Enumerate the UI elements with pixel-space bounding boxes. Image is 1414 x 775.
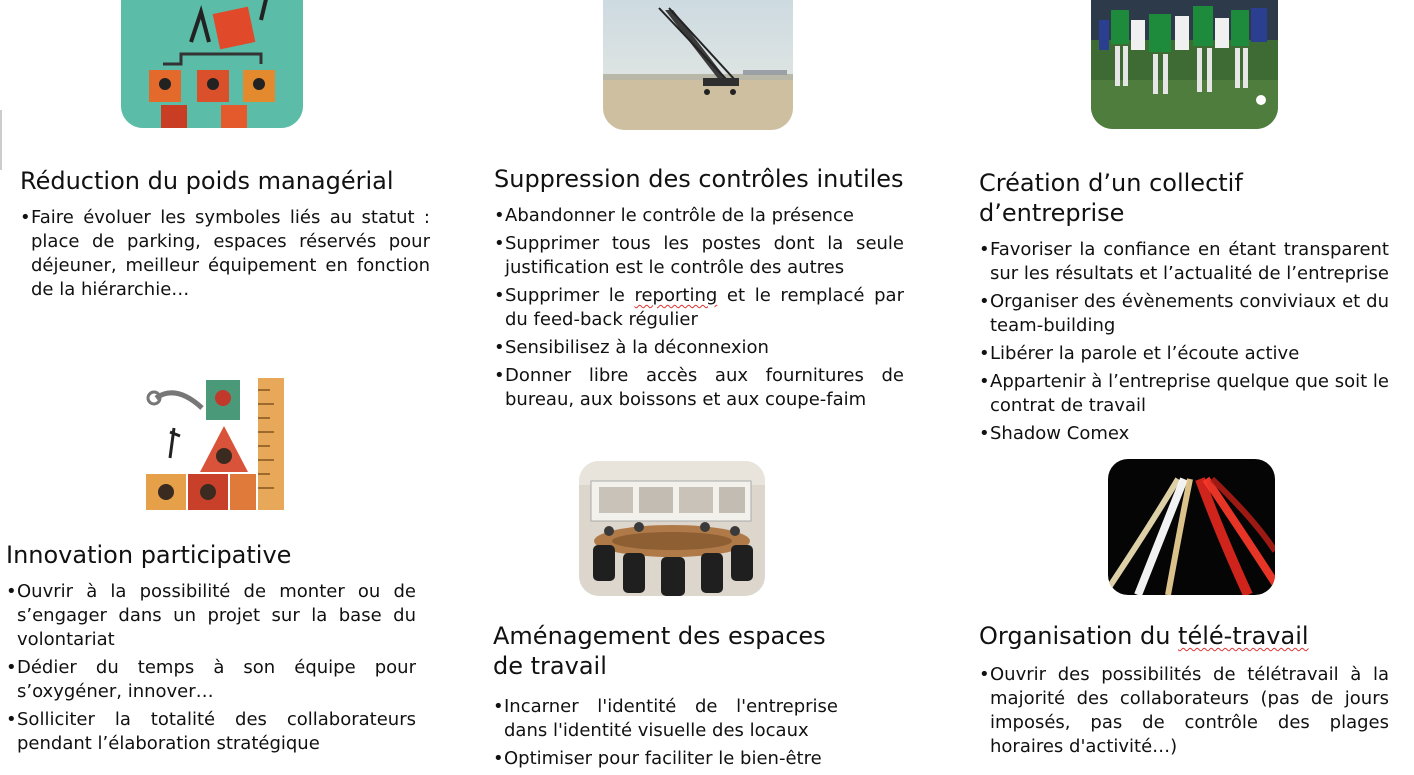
people-puzzle-photo — [121, 0, 303, 128]
section-amenagement — [493, 621, 863, 775]
list-item — [494, 284, 904, 332]
section-title: Aménagement des espaces de travail — [493, 622, 826, 680]
section-teletravail — [979, 621, 1389, 763]
section-title: Innovation participative — [6, 541, 292, 569]
bullet-list — [20, 206, 430, 302]
airplane-stairs-photo — [603, 0, 793, 130]
section-collectif — [979, 168, 1389, 450]
bullet-list — [979, 238, 1389, 446]
section-title-text: Organisation du — [979, 622, 1179, 650]
football-team-photo — [1091, 0, 1278, 129]
list-item: • Solliciter la totalité des collaborateurs pendant l’élaboration stratégique — [6, 708, 416, 756]
list-item: • Abandonner le contrôle de la présence — [494, 204, 904, 228]
section-title: Suppression des contrôles inutiles — [494, 165, 904, 193]
bullet-list — [6, 580, 416, 756]
list-item: • Incarner l'identité de l'entreprise dans l'identité visuelle des locaux — [493, 695, 838, 743]
section-suppression — [494, 164, 904, 416]
slide-edge-marker — [0, 110, 2, 170]
section-innovation — [6, 540, 416, 760]
section-title: Réduction du poids managérial — [20, 167, 394, 195]
ladder-key-illustration — [146, 378, 294, 510]
list-item: • Ouvrir à la possibilité de monter ou de s’engager dans un projet sur la base du volontariat — [6, 580, 416, 652]
list-item: • Ouvrir des possibilités de télétravail à la majorité des collaborateurs (pas de jours imposés, pas de contrôle des plages horaires d'activité…) — [979, 663, 1389, 759]
list-item: • Favoriser la confiance en étant transparent sur les résultats et l’actualité de l’entreprise — [979, 238, 1389, 286]
list-item: • Organiser des évènements conviviaux et du team-building — [979, 290, 1389, 338]
bullet-list — [979, 663, 1389, 759]
bullet-list — [493, 695, 838, 771]
list-item: • Libérer la parole et l’écoute active — [979, 342, 1389, 366]
list-item-text: et le remplacé par du feed-back régulier — [505, 285, 904, 330]
list-item: • Shadow Comex — [979, 422, 1389, 446]
list-item: • Sensibilisez à la déconnexion — [494, 336, 904, 360]
list-item: • Faire évoluer les symboles liés au statut : place de parking, espaces réservés pour déjeuner, meilleur équipement en fonction de la hiérarchie… — [20, 206, 430, 302]
section-title: Création d’un collectif d’entreprise — [979, 169, 1243, 227]
bullet-list — [494, 204, 904, 412]
section-title — [979, 621, 1389, 651]
list-item: • Donner libre accès aux fournitures de bureau, aux boissons et aux coupe-faim — [494, 364, 904, 412]
list-item: • Dédier du temps à son équipe pour s’oxygéner, innover… — [6, 656, 416, 704]
list-item-text: Supprimer le — [505, 285, 635, 306]
spellcheck-flagged-word[interactable]: télé-travail — [1178, 622, 1309, 650]
list-item: • Supprimer tous les postes dont la seule justification est le contrôle des autres — [494, 232, 904, 280]
videoconference-room-photo — [579, 461, 765, 596]
list-item: • Optimiser pour faciliter le bien-être — [493, 747, 838, 771]
section-reduction — [20, 166, 430, 306]
spellcheck-flagged-word[interactable]: reporting — [634, 285, 718, 306]
highway-light-trails-photo — [1108, 459, 1275, 595]
list-item: • Appartenir à l’entreprise quelque que soit le contrat de travail — [979, 370, 1389, 418]
